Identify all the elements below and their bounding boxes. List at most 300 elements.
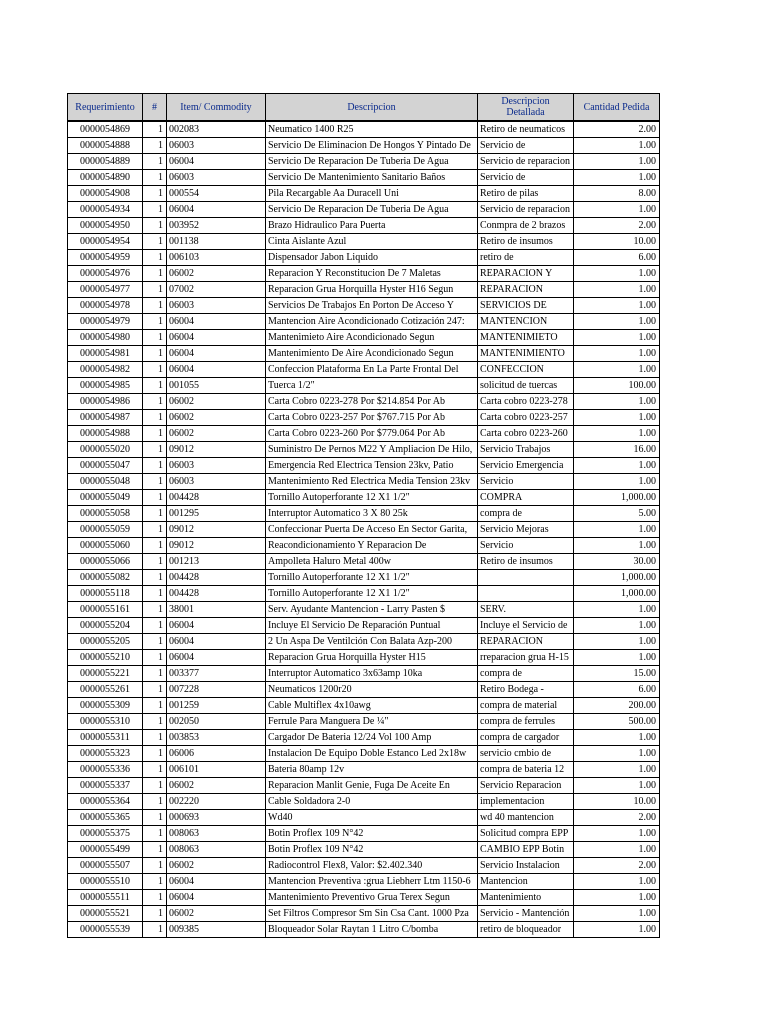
descripcion-detallada-cell: Servicio - Mantención (478, 906, 574, 922)
requerimiento-cell: 0000054979 (68, 314, 143, 330)
descripcion-detallada-cell: Servicio (478, 538, 574, 554)
item-commodity-cell: 06003 (167, 138, 266, 154)
item-commodity-cell: 000693 (167, 810, 266, 826)
number-cell: 1 (143, 410, 167, 426)
requerimiento-cell: 0000054980 (68, 330, 143, 346)
descripcion-cell: Servicio De Eliminacion De Hongos Y Pintado De (266, 138, 478, 154)
requerimiento-cell: 0000055311 (68, 730, 143, 746)
number-cell: 1 (143, 362, 167, 378)
cantidad-pedida-cell: 15.00 (574, 666, 660, 682)
descripcion-detallada-cell: Solicitud compra EPP (478, 826, 574, 842)
number-cell: 1 (143, 570, 167, 586)
descripcion-detallada-cell: retiro de bloqueador (478, 922, 574, 938)
table-row (68, 650, 660, 666)
descripcion-cell: Dispensador Jabon Liquido (266, 250, 478, 266)
cantidad-pedida-cell: 2.00 (574, 121, 660, 138)
descripcion-cell: Mantencion Preventiva :grua Liebherr Ltm 1150-6 (266, 874, 478, 890)
item-commodity-cell: 06002 (167, 906, 266, 922)
cantidad-pedida-cell: 2.00 (574, 218, 660, 234)
cantidad-pedida-cell: 10.00 (574, 794, 660, 810)
table-row (68, 842, 660, 858)
descripcion-cell: Reparacion Grua Horquilla Hyster H15 (266, 650, 478, 666)
item-commodity-cell: 06004 (167, 154, 266, 170)
header-cantidad-pedida: Cantidad Pedida (574, 94, 660, 122)
cantidad-pedida-cell: 1.00 (574, 458, 660, 474)
descripcion-detallada-cell: compra de ferrules (478, 714, 574, 730)
item-commodity-cell: 001213 (167, 554, 266, 570)
number-cell: 1 (143, 282, 167, 298)
descripcion-detallada-cell: CONFECCION (478, 362, 574, 378)
cantidad-pedida-cell: 1.00 (574, 170, 660, 186)
descripcion-detallada-cell: Servicio de (478, 138, 574, 154)
cantidad-pedida-cell: 5.00 (574, 506, 660, 522)
descripcion-detallada-cell: CAMBIO EPP Botin (478, 842, 574, 858)
requerimiento-cell: 0000054950 (68, 218, 143, 234)
table-row (68, 490, 660, 506)
descripcion-cell: Neumatico 1400 R25 (266, 121, 478, 138)
cantidad-pedida-cell: 1,000.00 (574, 586, 660, 602)
table-row (68, 474, 660, 490)
number-cell: 1 (143, 698, 167, 714)
descripcion-cell: Mantenimiento Red Electrica Media Tension 23kv (266, 474, 478, 490)
table-row (68, 746, 660, 762)
cantidad-pedida-cell: 1.00 (574, 138, 660, 154)
descripcion-cell: Ferrule Para Manguera De ¼" (266, 714, 478, 730)
requerimiento-cell: 0000055047 (68, 458, 143, 474)
cantidad-pedida-cell: 1.00 (574, 842, 660, 858)
item-commodity-cell: 002220 (167, 794, 266, 810)
descripcion-detallada-cell: MANTENIMIENTO (478, 346, 574, 362)
cantidad-pedida-cell: 1.00 (574, 922, 660, 938)
number-cell: 1 (143, 586, 167, 602)
table-row (68, 922, 660, 938)
table-row (68, 522, 660, 538)
number-cell: 1 (143, 602, 167, 618)
requerimiento-cell: 0000054888 (68, 138, 143, 154)
table-row (68, 202, 660, 218)
requerimiento-cell: 0000055221 (68, 666, 143, 682)
table-row (68, 714, 660, 730)
descripcion-detallada-cell: Servicio Mejoras (478, 522, 574, 538)
descripcion-cell: Wd40 (266, 810, 478, 826)
descripcion-detallada-cell: REPARACION (478, 634, 574, 650)
table-row (68, 378, 660, 394)
descripcion-detallada-cell: Servicio (478, 474, 574, 490)
descripcion-detallada-cell: Servicio de (478, 170, 574, 186)
table-row (68, 362, 660, 378)
requerimiento-cell: 0000055364 (68, 794, 143, 810)
cantidad-pedida-cell: 100.00 (574, 378, 660, 394)
cantidad-pedida-cell: 1.00 (574, 426, 660, 442)
number-cell: 1 (143, 618, 167, 634)
descripcion-detallada-cell: Retiro de pilas (478, 186, 574, 202)
table-row (68, 234, 660, 250)
table-row (68, 506, 660, 522)
descripcion-detallada-cell: Servicio Trabajos (478, 442, 574, 458)
descripcion-cell: 2 Un Aspa De Ventilción Con Balata Azp-200 (266, 634, 478, 650)
item-commodity-cell: 06002 (167, 410, 266, 426)
descripcion-cell: Ampolleta Haluro Metal 400w (266, 554, 478, 570)
requerimiento-cell: 0000055310 (68, 714, 143, 730)
descripcion-cell: Mantencion Aire Acondicionado Cotización 247: (266, 314, 478, 330)
descripcion-cell: Carta Cobro 0223-257 Por $767.715 Por Ab (266, 410, 478, 426)
item-commodity-cell: 004428 (167, 490, 266, 506)
table-row (68, 282, 660, 298)
item-commodity-cell: 06004 (167, 618, 266, 634)
cantidad-pedida-cell: 8.00 (574, 186, 660, 202)
requerimiento-cell: 0000054954 (68, 234, 143, 250)
cantidad-pedida-cell: 1.00 (574, 474, 660, 490)
descripcion-cell: Serv. Ayudante Mantencion - Larry Pasten $ (266, 602, 478, 618)
table-row (68, 762, 660, 778)
cantidad-pedida-cell: 30.00 (574, 554, 660, 570)
number-cell: 1 (143, 121, 167, 138)
item-commodity-cell: 06004 (167, 650, 266, 666)
cantidad-pedida-cell: 1.00 (574, 618, 660, 634)
descripcion-cell: Interruptor Automatico 3 X 80 25k (266, 506, 478, 522)
descripcion-detallada-cell: compra de (478, 506, 574, 522)
requerimiento-cell: 0000055539 (68, 922, 143, 938)
cantidad-pedida-cell: 1.00 (574, 410, 660, 426)
descripcion-cell: Emergencia Red Electrica Tension 23kv, Patio (266, 458, 478, 474)
requerimiento-cell: 0000055511 (68, 890, 143, 906)
descripcion-detallada-cell: Servicio Reparacion (478, 778, 574, 794)
table-row (68, 554, 660, 570)
number-cell: 1 (143, 314, 167, 330)
item-commodity-cell: 004428 (167, 570, 266, 586)
requerimiento-cell: 0000055337 (68, 778, 143, 794)
descripcion-cell: Cinta Aislante Azul (266, 234, 478, 250)
table-row (68, 121, 660, 138)
descripcion-cell: Bloqueador Solar Raytan 1 Litro C/bomba (266, 922, 478, 938)
item-commodity-cell: 008063 (167, 826, 266, 842)
requerimiento-cell: 0000055082 (68, 570, 143, 586)
item-commodity-cell: 002050 (167, 714, 266, 730)
header-row (68, 94, 660, 122)
descripcion-detallada-cell (478, 586, 574, 602)
item-commodity-cell: 009385 (167, 922, 266, 938)
cantidad-pedida-cell: 200.00 (574, 698, 660, 714)
descripcion-detallada-cell: Carta cobro 0223-257 (478, 410, 574, 426)
number-cell: 1 (143, 490, 167, 506)
item-commodity-cell: 003853 (167, 730, 266, 746)
descripcion-detallada-cell: servicio cmbio de (478, 746, 574, 762)
item-commodity-cell: 06003 (167, 458, 266, 474)
number-cell: 1 (143, 234, 167, 250)
item-commodity-cell: 002083 (167, 121, 266, 138)
cantidad-pedida-cell: 500.00 (574, 714, 660, 730)
descripcion-cell: Servicio De Reparacion De Tuberia De Agua (266, 202, 478, 218)
cantidad-pedida-cell: 2.00 (574, 810, 660, 826)
number-cell: 1 (143, 650, 167, 666)
descripcion-cell: Set Filtros Compresor Sm Sin Csa Cant. 1000 Pza (266, 906, 478, 922)
cantidad-pedida-cell: 1.00 (574, 202, 660, 218)
number-cell: 1 (143, 426, 167, 442)
item-commodity-cell: 06004 (167, 346, 266, 362)
descripcion-cell: Mantenimiento Preventivo Grua Terex Segun (266, 890, 478, 906)
descripcion-cell: Confeccionar Puerta De Acceso En Sector Garita, (266, 522, 478, 538)
item-commodity-cell: 006103 (167, 250, 266, 266)
number-cell: 1 (143, 154, 167, 170)
requerimiento-cell: 0000055048 (68, 474, 143, 490)
requerimiento-cell: 0000054869 (68, 121, 143, 138)
number-cell: 1 (143, 842, 167, 858)
item-commodity-cell: 38001 (167, 602, 266, 618)
table-row (68, 394, 660, 410)
cantidad-pedida-cell: 1.00 (574, 282, 660, 298)
number-cell: 1 (143, 778, 167, 794)
descripcion-cell: Tornillo Autoperforante 12 X1 1/2" (266, 570, 478, 586)
requerimiento-cell: 0000054889 (68, 154, 143, 170)
descripcion-cell: Mantenimieto Aire Acondicionado Segun (266, 330, 478, 346)
cantidad-pedida-cell: 1,000.00 (574, 570, 660, 586)
item-commodity-cell: 06004 (167, 890, 266, 906)
item-commodity-cell: 06004 (167, 330, 266, 346)
cantidad-pedida-cell: 1.00 (574, 634, 660, 650)
table-row (68, 538, 660, 554)
table-row (68, 442, 660, 458)
descripcion-detallada-cell: Mantenimiento (478, 890, 574, 906)
header-number: # (143, 94, 167, 122)
number-cell: 1 (143, 330, 167, 346)
requerimiento-cell: 0000055521 (68, 906, 143, 922)
descripcion-detallada-cell: wd 40 mantencion (478, 810, 574, 826)
number-cell: 1 (143, 682, 167, 698)
descripcion-cell: Instalacion De Equipo Doble Estanco Led 2x18w (266, 746, 478, 762)
item-commodity-cell: 06002 (167, 426, 266, 442)
requerimiento-cell: 0000055499 (68, 842, 143, 858)
table-row (68, 154, 660, 170)
number-cell: 1 (143, 186, 167, 202)
requerimiento-cell: 0000054959 (68, 250, 143, 266)
item-commodity-cell: 09012 (167, 442, 266, 458)
descripcion-cell: Cable Soldadora 2-0 (266, 794, 478, 810)
number-cell: 1 (143, 762, 167, 778)
requerimiento-cell: 0000054976 (68, 266, 143, 282)
descripcion-detallada-cell: Servicio de reparacion (478, 154, 574, 170)
number-cell: 1 (143, 554, 167, 570)
item-commodity-cell: 06006 (167, 746, 266, 762)
descripcion-cell: Mantenimiento De Aire Acondicionado Segun (266, 346, 478, 362)
number-cell: 1 (143, 874, 167, 890)
requerimiento-cell: 0000054987 (68, 410, 143, 426)
table-row (68, 570, 660, 586)
requerimiento-cell: 0000055510 (68, 874, 143, 890)
cantidad-pedida-cell: 1.00 (574, 266, 660, 282)
number-cell: 1 (143, 394, 167, 410)
descripcion-detallada-cell: retiro de (478, 250, 574, 266)
requerimiento-cell: 0000055336 (68, 762, 143, 778)
number-cell: 1 (143, 714, 167, 730)
table-row (68, 698, 660, 714)
number-cell: 1 (143, 538, 167, 554)
descripcion-cell: Reparacion Manlit Genie, Fuga De Aceite En (266, 778, 478, 794)
cantidad-pedida-cell: 1.00 (574, 602, 660, 618)
cantidad-pedida-cell: 1.00 (574, 394, 660, 410)
number-cell: 1 (143, 826, 167, 842)
item-commodity-cell: 06002 (167, 778, 266, 794)
requerimiento-cell: 0000055309 (68, 698, 143, 714)
item-commodity-cell: 001055 (167, 378, 266, 394)
requerimiento-cell: 0000055204 (68, 618, 143, 634)
descripcion-cell: Suministro De Pernos M22 Y Ampliacion De Hilo, (266, 442, 478, 458)
descripcion-detallada-cell: Incluye el Servicio de (478, 618, 574, 634)
table-body (68, 121, 660, 938)
requerimiento-cell: 0000054977 (68, 282, 143, 298)
requerimiento-cell: 0000055049 (68, 490, 143, 506)
item-commodity-cell: 003377 (167, 666, 266, 682)
number-cell: 1 (143, 442, 167, 458)
requerimiento-cell: 0000054978 (68, 298, 143, 314)
descripcion-cell: Botin Proflex 109 N°42 (266, 826, 478, 842)
number-cell: 1 (143, 634, 167, 650)
table-row (68, 138, 660, 154)
descripcion-cell: Tornillo Autoperforante 12 X1 1/2" (266, 490, 478, 506)
table-row (68, 874, 660, 890)
number-cell: 1 (143, 458, 167, 474)
requerimiento-cell: 0000054986 (68, 394, 143, 410)
cantidad-pedida-cell: 1,000.00 (574, 490, 660, 506)
table-row (68, 778, 660, 794)
cantidad-pedida-cell: 2.00 (574, 858, 660, 874)
table-row (68, 810, 660, 826)
table-row (68, 794, 660, 810)
descripcion-cell: Cargador De Bateria 12/24 Vol 100 Amp (266, 730, 478, 746)
requerimiento-cell: 0000054890 (68, 170, 143, 186)
requerimiento-cell: 0000055066 (68, 554, 143, 570)
header-item-commodity: Item/ Commodity (167, 94, 266, 122)
item-commodity-cell: 06002 (167, 394, 266, 410)
table-row (68, 186, 660, 202)
descripcion-cell: Confeccion Plataforma En La Parte Frontal Del (266, 362, 478, 378)
descripcion-detallada-cell: Carta cobro 0223-278 (478, 394, 574, 410)
number-cell: 1 (143, 346, 167, 362)
requerimiento-cell: 0000055261 (68, 682, 143, 698)
descripcion-cell: Botin Proflex 109 N°42 (266, 842, 478, 858)
descripcion-detallada-cell (478, 570, 574, 586)
descripcion-detallada-cell: compra de cargador (478, 730, 574, 746)
descripcion-detallada-cell: Retiro de insumos (478, 554, 574, 570)
requerimiento-cell: 0000054908 (68, 186, 143, 202)
descripcion-detallada-cell: SERV. (478, 602, 574, 618)
descripcion-cell: Interruptor Automatico 3x63amp 10ka (266, 666, 478, 682)
cantidad-pedida-cell: 6.00 (574, 250, 660, 266)
descripcion-cell: Servicio De Reparacion De Tuberia De Agua (266, 154, 478, 170)
item-commodity-cell: 008063 (167, 842, 266, 858)
table-row (68, 410, 660, 426)
descripcion-cell: Reparacion Y Reconstitucion De 7 Maletas (266, 266, 478, 282)
table-row (68, 682, 660, 698)
table-row (68, 218, 660, 234)
item-commodity-cell: 000554 (167, 186, 266, 202)
descripcion-detallada-cell: REPARACION Y (478, 266, 574, 282)
descripcion-detallada-cell: compra de bateria 12 (478, 762, 574, 778)
descripcion-cell: Tuerca 1/2" (266, 378, 478, 394)
cantidad-pedida-cell: 1.00 (574, 906, 660, 922)
descripcion-cell: Carta Cobro 0223-278 Por $214.854 Por Ab (266, 394, 478, 410)
descripcion-detallada-cell: Servicio Emergencia (478, 458, 574, 474)
cantidad-pedida-cell: 1.00 (574, 330, 660, 346)
table-row (68, 634, 660, 650)
descripcion-cell: Reacondicionamiento Y Reparacion De (266, 538, 478, 554)
number-cell: 1 (143, 666, 167, 682)
descripcion-detallada-cell: solicitud de tuercas (478, 378, 574, 394)
requerimiento-cell: 0000055205 (68, 634, 143, 650)
item-commodity-cell: 06002 (167, 266, 266, 282)
number-cell: 1 (143, 298, 167, 314)
table-row (68, 250, 660, 266)
item-commodity-cell: 09012 (167, 538, 266, 554)
number-cell: 1 (143, 506, 167, 522)
descripcion-detallada-cell: MANTENIMIETO (478, 330, 574, 346)
item-commodity-cell: 06004 (167, 874, 266, 890)
table-row (68, 666, 660, 682)
cantidad-pedida-cell: 1.00 (574, 874, 660, 890)
header-descripcion: Descripcion (266, 94, 478, 122)
number-cell: 1 (143, 170, 167, 186)
table-row (68, 602, 660, 618)
descripcion-detallada-cell: compra de (478, 666, 574, 682)
descripcion-cell: Incluye El Servicio De Reparación Puntual (266, 618, 478, 634)
descripcion-cell: Neumaticos 1200r20 (266, 682, 478, 698)
item-commodity-cell: 001259 (167, 698, 266, 714)
item-commodity-cell: 004428 (167, 586, 266, 602)
descripcion-cell: Bateria 80amp 12v (266, 762, 478, 778)
requerimiento-cell: 0000054982 (68, 362, 143, 378)
header-descripcion-detallada: Descripcion Detallada (478, 94, 574, 122)
requerimiento-cell: 0000055161 (68, 602, 143, 618)
cantidad-pedida-cell: 1.00 (574, 826, 660, 842)
requerimiento-cell: 0000055059 (68, 522, 143, 538)
item-commodity-cell: 06003 (167, 474, 266, 490)
requerimiento-cell: 0000054988 (68, 426, 143, 442)
descripcion-detallada-cell: Conmpra de 2 brazos (478, 218, 574, 234)
cantidad-pedida-cell: 1.00 (574, 746, 660, 762)
requisition-table (67, 93, 660, 938)
table-row (68, 618, 660, 634)
table-row (68, 170, 660, 186)
requerimiento-cell: 0000055210 (68, 650, 143, 666)
cantidad-pedida-cell: 1.00 (574, 362, 660, 378)
descripcion-detallada-cell: COMPRA (478, 490, 574, 506)
descripcion-detallada-cell: Mantencion (478, 874, 574, 890)
requisition-table-container (67, 93, 659, 938)
number-cell: 1 (143, 138, 167, 154)
descripcion-cell: Tornillo Autoperforante 12 X1 1/2" (266, 586, 478, 602)
cantidad-pedida-cell: 10.00 (574, 234, 660, 250)
cantidad-pedida-cell: 1.00 (574, 154, 660, 170)
table-header (68, 94, 660, 122)
cantidad-pedida-cell: 1.00 (574, 762, 660, 778)
requerimiento-cell: 0000055020 (68, 442, 143, 458)
number-cell: 1 (143, 378, 167, 394)
number-cell: 1 (143, 474, 167, 490)
cantidad-pedida-cell: 1.00 (574, 730, 660, 746)
descripcion-detallada-cell: Retiro Bodega - (478, 682, 574, 698)
number-cell: 1 (143, 794, 167, 810)
item-commodity-cell: 09012 (167, 522, 266, 538)
requerimiento-cell: 0000055118 (68, 586, 143, 602)
requerimiento-cell: 0000055060 (68, 538, 143, 554)
descripcion-detallada-cell: Carta cobro 0223-260 (478, 426, 574, 442)
cantidad-pedida-cell: 16.00 (574, 442, 660, 458)
item-commodity-cell: 001138 (167, 234, 266, 250)
requerimiento-cell: 0000055507 (68, 858, 143, 874)
descripcion-detallada-cell: Servicio de reparacion (478, 202, 574, 218)
descripcion-detallada-cell: SERVICIOS DE (478, 298, 574, 314)
number-cell: 1 (143, 858, 167, 874)
cantidad-pedida-cell: 1.00 (574, 890, 660, 906)
